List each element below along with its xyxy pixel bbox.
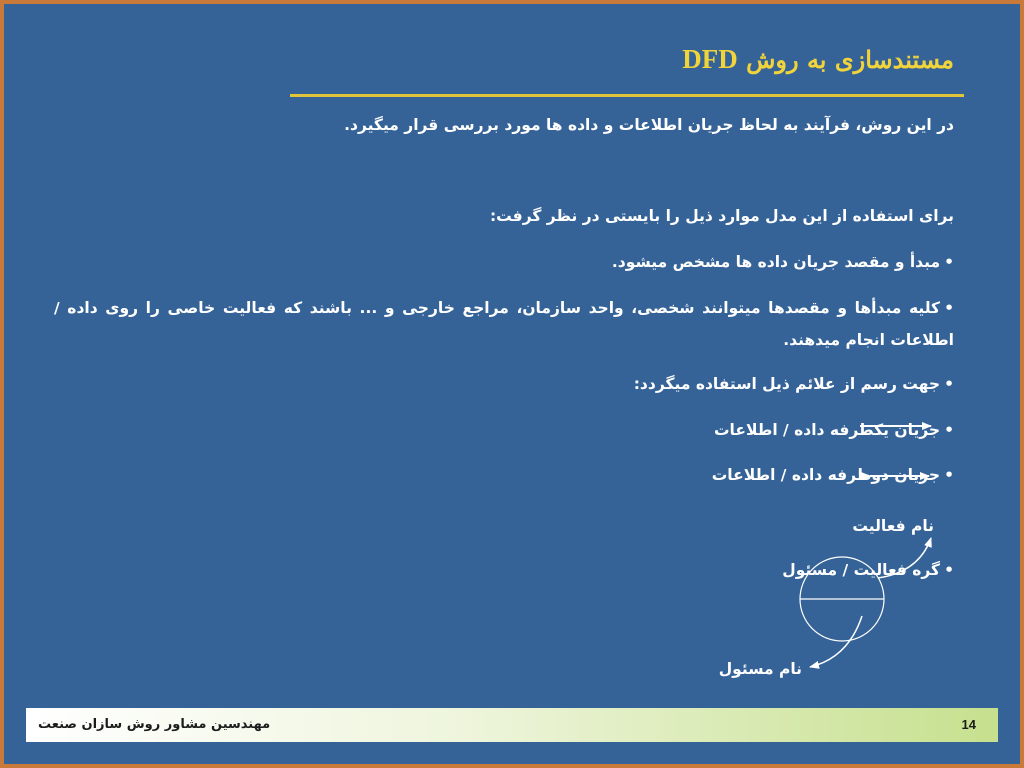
two-way-text: جریان دوطرفه داده / اطلاعات [711,466,941,484]
bullet-icon: • [944,375,954,393]
one-way-text: جریان یکطرفه داده / اطلاعات [713,421,941,439]
bullet-icon: • [944,421,954,439]
bullet-icon: • [944,466,954,484]
responsible-name-arrow-icon [810,616,862,667]
title-text: مستندسازی به روش [746,45,954,74]
page-number: 14 [961,717,976,732]
footer [26,708,998,742]
requirements-text: برای استفاده از این مدل موارد ذیل را بایستی در نظر گرفت: [489,207,954,225]
title-latin: DFD [682,44,738,74]
symbols-text: جهت رسم از علائم ذیل استفاده میگردد: [633,375,941,393]
intro-text: در این روش، فرآیند به لحاظ جریان اطلاعات و داده ها مورد بررسی قرار میگیرد. [344,116,954,134]
all-origins-text: کلیه مبدأها و مقصدها میتوانند شخصی، واحد سازمان، مراجع خارجی و ... باشند که فعالیت خاصی را روی داده / اطلاعات انجام میدهند. [54,299,954,349]
diagram-overlay [4,4,1020,764]
slide [4,4,1020,764]
node-text: گره فعالیت / مسئول [782,561,941,579]
activity-name-arrow-icon [878,538,931,578]
bullet-icon: • [944,299,954,317]
bullet-icon: • [944,561,954,579]
activity-name-label: نام فعالیت [852,517,934,535]
footer-company: مهندسین مشاور روش سازان صنعت [38,717,271,732]
bullet-icon: • [944,253,954,271]
responsible-name-label: نام مسئول [718,660,802,678]
origin-destination-text: مبدأ و مقصد جریان داده ها مشخص میشود. [611,253,941,271]
